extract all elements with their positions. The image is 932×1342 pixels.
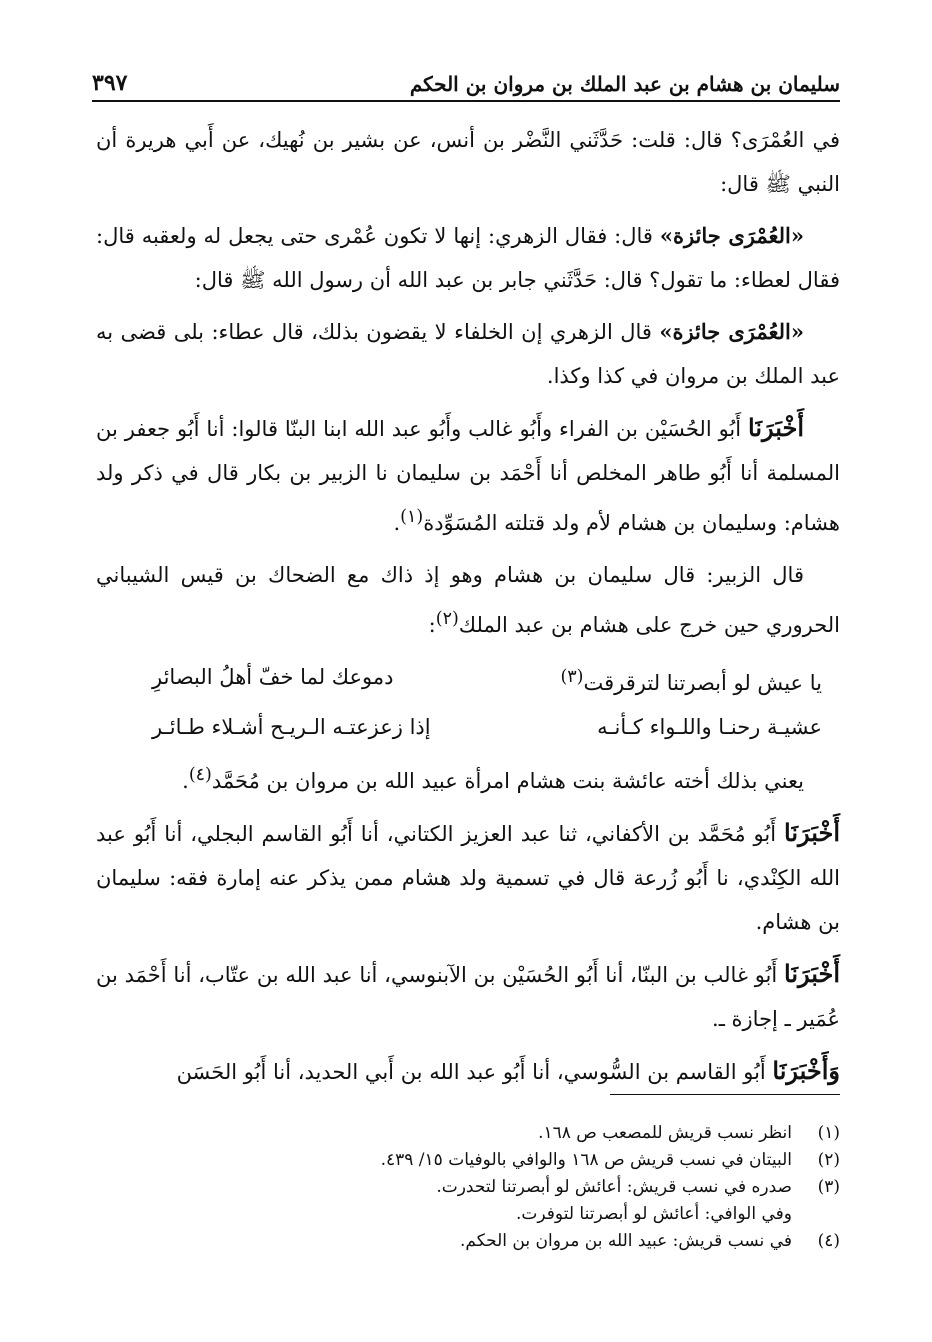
paragraph-3-text: قال الزهري إن الخلفاء لا يقضون بذلك، قال عطاء: بلى قضى به عبد الملك بن مروان في كذا وكذا. <box>96 320 840 388</box>
paragraph-6-text: يعني بذلك أخته عائشة بنت هشام امرأة عبيد الله بن مروان بن مُحَمَّد <box>211 769 804 793</box>
paragraph-6 <box>96 753 840 803</box>
footnote-text: البيتان في نسب قريش ص ١٦٨ والوافي بالوفيات ١٥/ ٤٣٩. <box>380 1150 792 1170</box>
paragraph-5-text: قال الزبير: قال سليمان بن هشام وهو إذ ذاك مع الضحاك بن قيس الشيباني الحروري حين خرج على هشام بن عبد الملك <box>96 563 840 637</box>
footnote-continuation <box>96 1201 840 1227</box>
footnote-text: انظر نسب قريش للمصعب ص ١٦٨. <box>538 1123 792 1143</box>
footnote-text: صدره في نسب قريش: أعائش لو أبصرتنا لتحدرت. <box>436 1177 792 1197</box>
hadith-quote: «العُمْرَى جائزة» <box>659 319 805 344</box>
paragraph-4-text: أَبُو الحُسَيْن بن الفراء وأَبُو غالب وأَبُو عبد الله ابنا البنّا قالوا: أنا أَبُو جعفر بن المسلمة أنا أَبُو طاهر المخلص أنا أَحْمَد بن سليمان نا الزبير بن بكار قال في ذكر ولد هشام: وسليمان بن هشام لأم ولد قتلته المُسَوِّدة <box>96 417 840 535</box>
verse-2-first-hemistich: عشيـة رحنـا واللـواء كـأنـه <box>597 715 822 739</box>
footnote-ref: (٣) <box>560 667 584 687</box>
paragraph-9 <box>96 1049 840 1094</box>
footnote-ref: (١) <box>400 507 424 527</box>
footnote-item <box>96 1228 840 1254</box>
footnote-item <box>96 1147 840 1173</box>
paragraph-1-text: في العُمْرَى؟ قال: قلت: حَدَّثَني النَّضْر بن أنس، عن بشير بن نُهيك، عن أَبي هريرة أن النبي ﷺ قال: <box>96 128 840 196</box>
paragraph-2 <box>96 214 840 302</box>
paragraph-7 <box>96 811 840 944</box>
isnad-opening: وَأَخْبَرَنَا <box>772 1056 840 1085</box>
paragraph-9-text: أَبُو القاسم بن السُّوسي، أنا أَبُو عبد الله بن أَبي الحديد، أنا أَبُو الحَسَن <box>176 1060 773 1084</box>
footnote-ref: (٢) <box>435 609 459 629</box>
footnotes <box>96 1120 840 1255</box>
isnad-opening: أَخْبَرَنَا <box>784 818 840 847</box>
paragraph-3 <box>96 310 840 398</box>
hadith-quote: «العُمْرَى جائزة» <box>659 223 804 248</box>
footnote-item <box>96 1174 840 1200</box>
isnad-opening: أَخْبَرَنَا <box>784 959 840 988</box>
paragraph-7-text: أَبُو مُحَمَّد بن الأكفاني، ثنا عبد العزيز الكتاني، أنا أَبُو القاسم البجلي، أنا أَبُو عبد الله الكِنْدي، نا أَبُو زُرعة قال في تسمية ولد هشام ممن يذكر عنه إمارة فقه: سليمان بن هشام. <box>96 822 840 934</box>
verse-1-second-hemistich: دموعك لما خفّ أهلُ البصائرِ <box>152 665 394 689</box>
main-text <box>96 118 840 1102</box>
verse-line-1 <box>96 655 840 705</box>
verse-1-first-hemistich: يا عيش لو أبصرتنا لترقرقت$^{(٣)}$ <box>560 667 822 695</box>
footnote-item <box>96 1120 840 1146</box>
paragraph-2-text: قال: فقال الزهري: إنها لا تكون عُمْرى حتى يجعل له ولعقبه قال: فقال لعطاء: ما تقول؟ قال: حَدَّثَني جابر بن عبد الله أن رسول الله ﷺ قال: <box>96 224 840 292</box>
isnad-opening: أَخْبَرَنَا <box>748 413 804 442</box>
footnote-number: (٤) <box>817 1231 840 1251</box>
verse-line-2 <box>96 705 840 749</box>
paragraph-1 <box>96 118 840 206</box>
paragraph-4 <box>96 406 840 545</box>
paragraph-8 <box>96 952 840 1041</box>
footnote-number: (٢) <box>817 1150 840 1170</box>
footnote-number: (١) <box>817 1123 840 1143</box>
paragraph-5-end: : <box>428 613 436 637</box>
footnote-number: (٣) <box>817 1177 840 1197</box>
page-number: ٣٩٧ <box>92 70 128 96</box>
paragraph-5 <box>96 553 840 647</box>
paragraph-8-text: أَبُو غالب بن البنّا، أنا أَبُو الحُسَيْن بن الآبنوسي، أنا عبد الله بن عتّاب، أنا أَحْمَد بن عُمَير ـ إجازة ـ. <box>96 963 840 1031</box>
footnote-text: في نسب قريش: عبيد الله بن مروان بن الحكم. <box>460 1231 792 1251</box>
paragraph-4-end: . <box>393 511 401 535</box>
running-title: سليمان بن هشام بن عبد الملك بن مروان بن الحكم <box>409 72 840 96</box>
footnote-text: وفي الوافي: أعائش لو أبصرتنا لتوفرت. <box>516 1204 792 1224</box>
running-header <box>92 56 840 102</box>
paragraph-6-end: . <box>182 769 189 793</box>
poem-verses <box>96 655 840 749</box>
verse-2-second-hemistich: إذا زعزعتـه الـريـح أشـلاء طـائـر <box>152 715 431 739</box>
footnote-ref: (٤) <box>188 765 212 785</box>
footnote-separator <box>610 1094 840 1095</box>
